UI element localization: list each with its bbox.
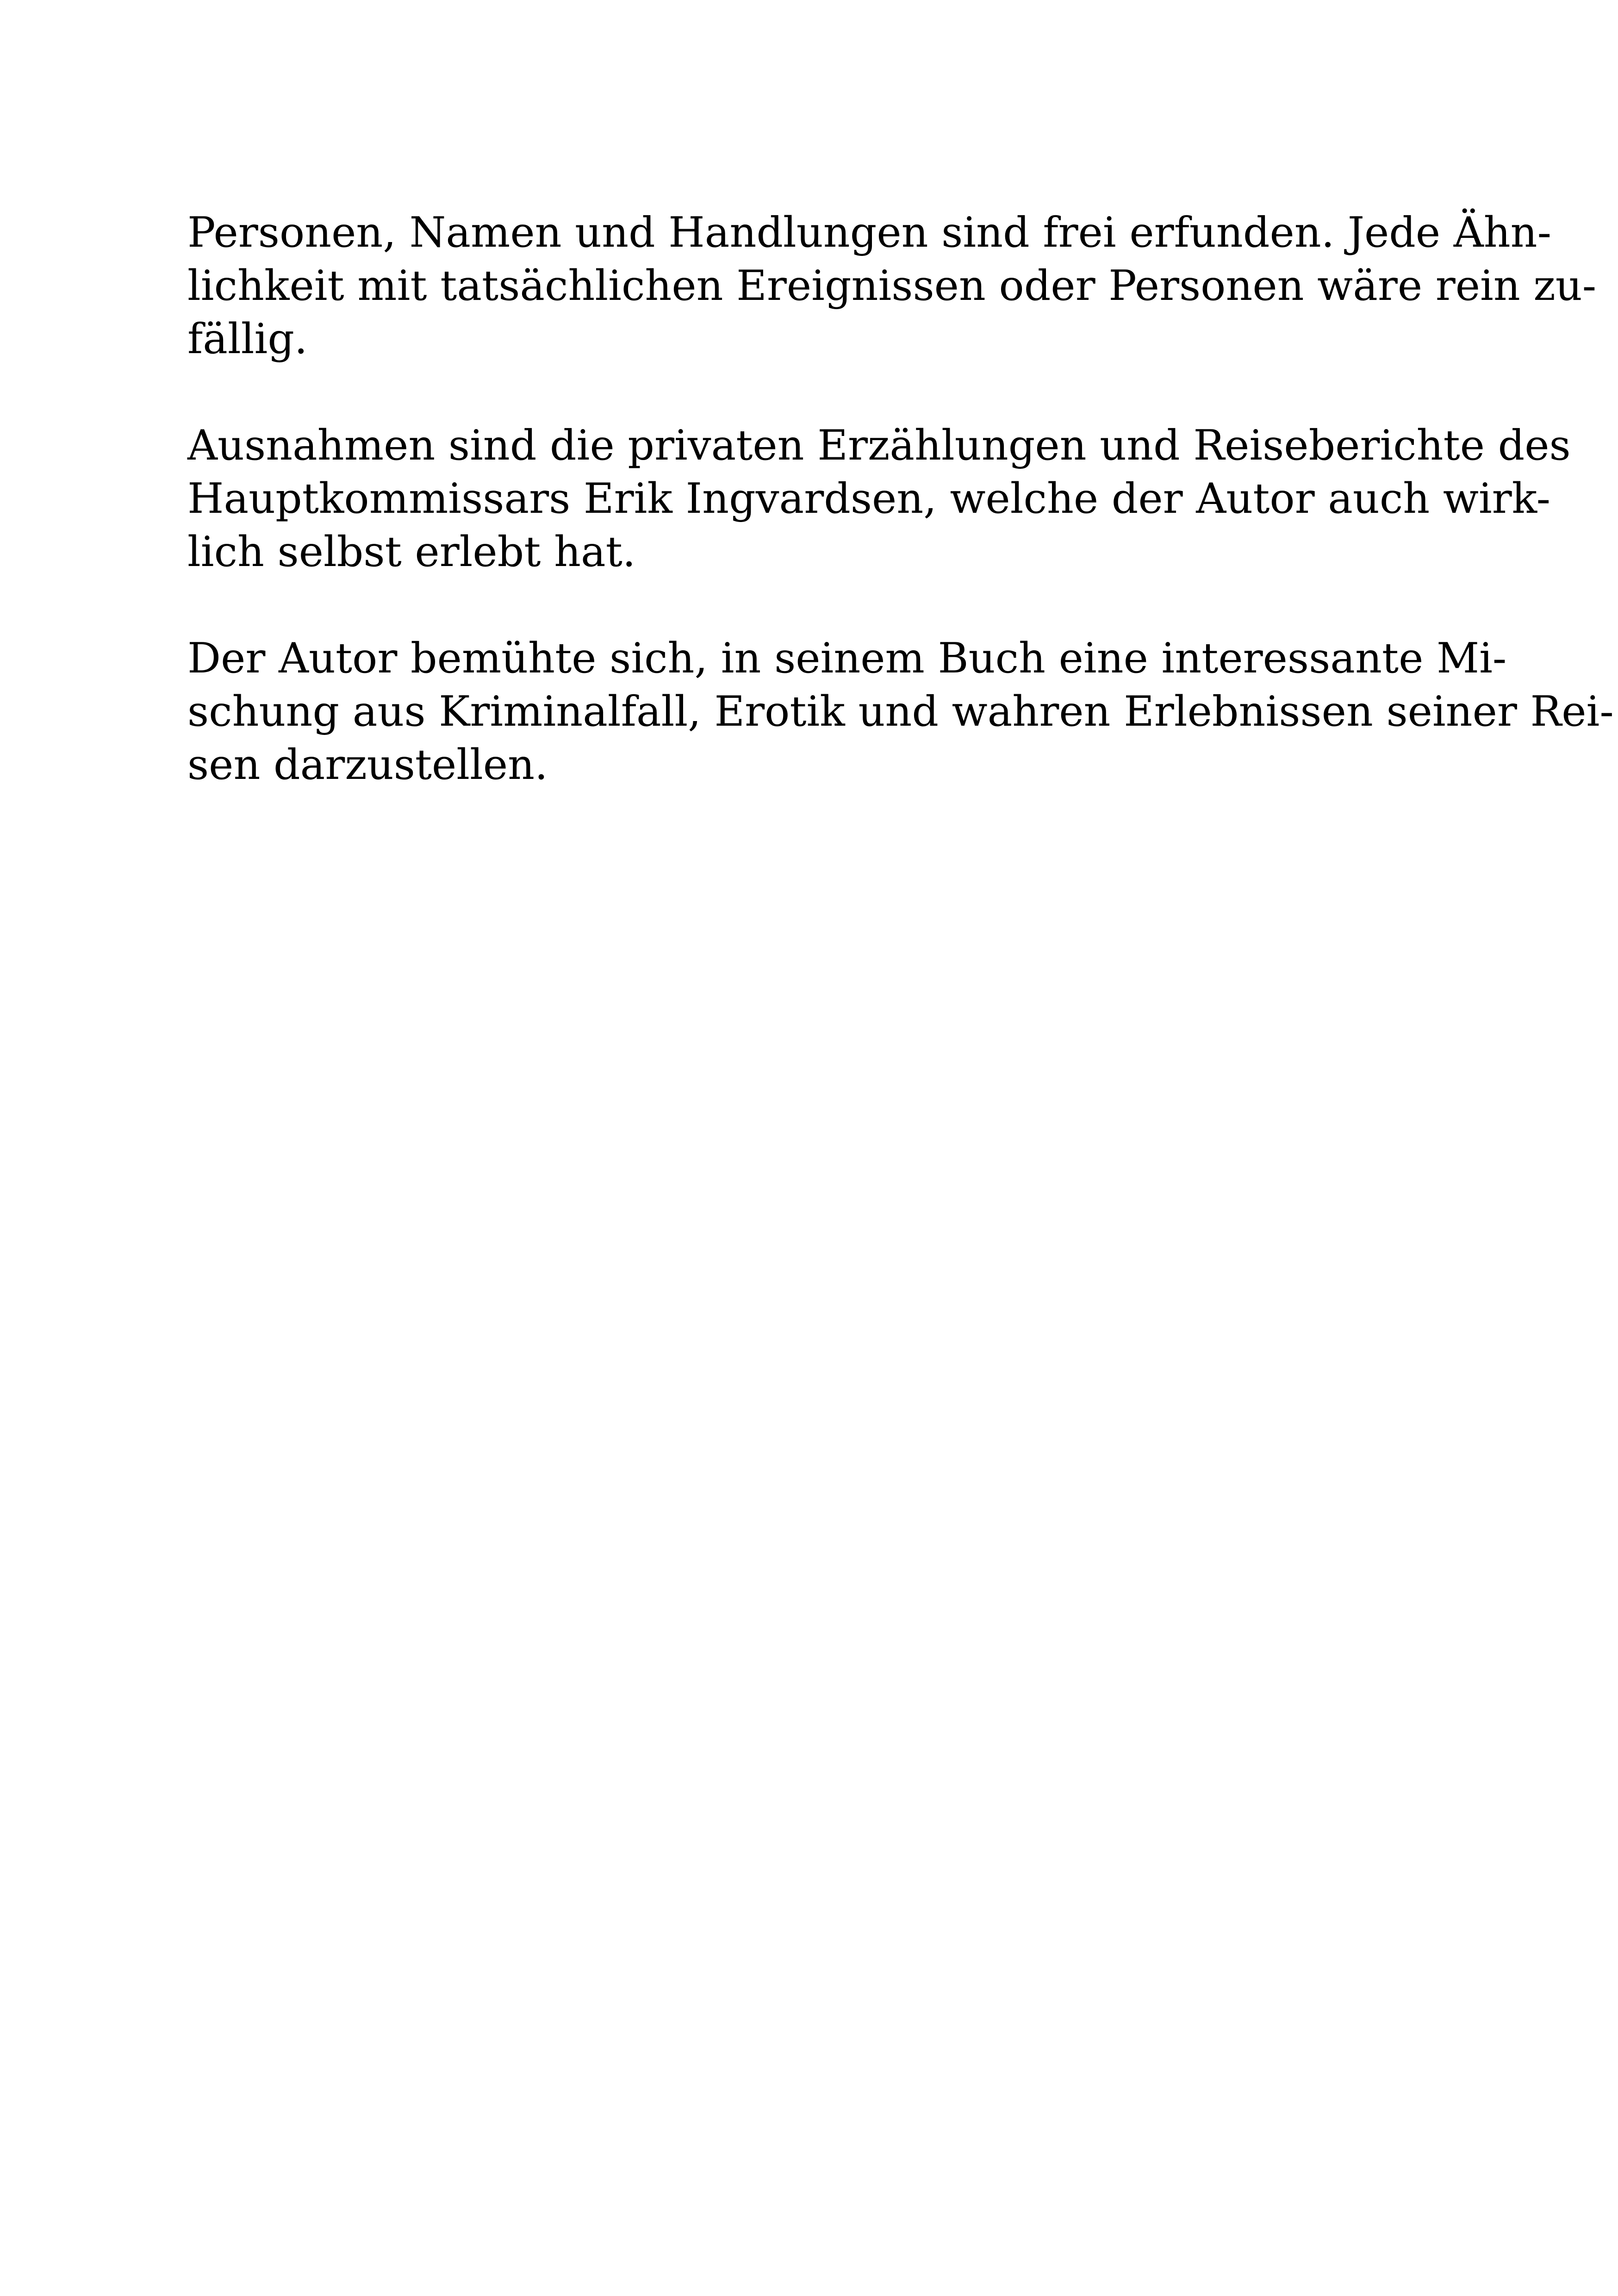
text-line: fällig. [187,315,308,363]
text-line: lichkeit mit tatsächlichen Ereignissen oder Personen wäre rein zu- [187,261,1597,310]
paragraph-exceptions [187,419,1571,579]
paragraph-author-intent [187,632,1614,791]
text-line: Ausnahmen sind die privaten Erzählungen und Reiseberichte des [187,421,1571,470]
text-line: lich selbst erlebt hat. [187,528,636,576]
text-line: Personen, Namen und Handlungen sind frei erfunden. Jede Ähn- [187,208,1552,257]
text-line: Hauptkommissars Erik Ingvardsen, welche der Autor auch wirk- [187,474,1551,523]
text-line: schung aus Kriminalfall, Erotik und wahren Erlebnissen seiner Rei- [187,687,1614,736]
text-line: Der Autor bemühte sich, in seinem Buch eine interessante Mi- [187,634,1507,683]
paragraph-disclaimer [187,206,1597,366]
body-text [187,206,1614,845]
text-line: sen darzustellen. [187,740,548,789]
